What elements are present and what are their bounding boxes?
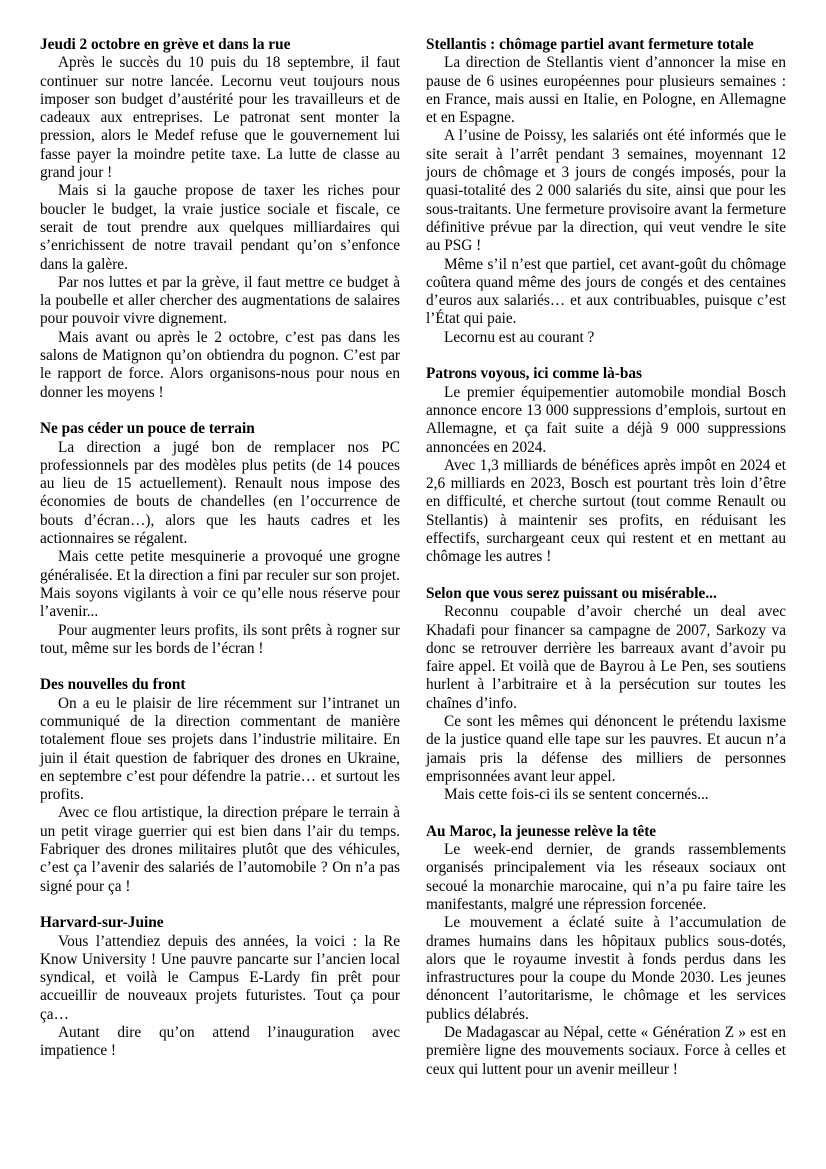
article-title: Selon que vous serez puissant ou misérable... <box>426 584 717 602</box>
article-stellantis <box>426 36 786 347</box>
paragraph: Mais cette petite mesquinerie a provoqué une grogne généralisée. Et la direction a fini par reculer sur son projet. Mais soyons vigilants à voir ce qu’elle nous réserve pour l’avenir... <box>40 548 400 621</box>
paragraph: Mais cette fois-ci ils se sentent concernés... <box>444 786 709 804</box>
paragraph: Mais si la gauche propose de taxer les riches pour boucler le budget, la vraie justice sociale et fiscale, ce serait de tout prendre aux quelques milliardaires qui s’enrichissent de notre travail pendant qu’on s’enfonce dans la galère. <box>40 182 400 273</box>
article-title: Patrons voyous, ici comme là-bas <box>426 365 642 383</box>
paragraph: Autant dire qu’on attend l’inauguration avec impatience ! <box>40 1024 400 1060</box>
left-column <box>40 36 400 1097</box>
paragraph: A l’usine de Poissy, les salariés ont été informés que le site serait à l’arrêt pendant 3 semaines, moyennant 12 jours de chômage et 3 jours de congés imposés, pour la quasi-totalité des 2 000 salariés du site, ainsi que pour les sous-traitants. Une fermeture provisoire avant la fermeture définitive prévue par la direction, qui veut vendre le site au PSG ! <box>426 127 786 255</box>
paragraph: La direction a jugé bon de remplacer nos PC professionnels par des modèles plus petits (de 14 pouces au lieu de 15 actuellement). Renault nous impose des économies de bouts de chandelles (en l’occurrence de bouts d’écran…), alors que les hauts cadres et les actionnaires se régalent. <box>40 438 400 548</box>
article-pouce-terrain <box>40 420 400 658</box>
paragraph: Vous l’attendiez depuis des années, la voici : la Re Know University ! Une pauvre pancarte sur l’ancien local syndical, et voilà le Campus E-Lardy fin prêt pour accueillir de nouveaux projets futuristes. Tout ça pour ça… <box>40 932 400 1023</box>
paragraph: Avec ce flou artistique, la direction prépare le terrain à un petit virage guerrier qui est bien dans l’air du temps. Fabriquer des drones militaires plutôt que des véhicules, c’est ça l’avenir des salariés de l’automobile ? On n’a pas signé pour ça ! <box>40 804 400 895</box>
article-greve <box>40 36 400 402</box>
article-maroc <box>426 823 786 1079</box>
paragraph: Le premier équipementier automobile mondial Bosch annonce encore 13 000 suppressions d’emplois, surtout en Allemagne, et ça fait suite a déjà 9 000 suppressions annoncées en 2024. <box>426 383 786 456</box>
paragraph: Après le succès du 10 puis du 18 septembre, il faut continuer sur notre lancée. Lecornu veut toujours nous imposer son budget d’austérité pour les travailleurs et de cadeaux aux entreprises. Le patronat sent monter la pression, alors le Medef refuse que le gouvernement lui fasse payer la moindre petite taxe. La lutte de classe au grand jour ! <box>40 54 400 182</box>
paragraph: Le mouvement a éclaté suite à l’accumulation de drames humains dans les hôpitaux publics sous-dotés, alors que le royaume investit à fonds perdus dans les infrastructures pour la coupe du Monde 2030. Les jeunes dénoncent l’autoritarisme, le chômage et les services publics délabrés. <box>426 914 786 1023</box>
paragraph: Lecornu est au courant ? <box>444 328 595 346</box>
article-patrons-voyous <box>426 365 786 566</box>
paragraph: Reconnu coupable d’avoir cherché un deal avec Khadafi pour financer sa campagne de 2007, Sarkozy va donc se retrouver derrière les barreaux avant d’avoir pu faire appel. Et voilà que de Bayrou à Le Pen, ses soutiens hurlent à l’arbitraire et à la persécution sur toutes les chaînes d’info. <box>426 603 786 712</box>
paragraph: Même s’il n’est que partiel, cet avant-goût du chômage coûtera quand même des jours de congés et des centaines d’euros aux salariés… et aux contribuables, puisque c’est l’État qui paie. <box>426 255 786 328</box>
article-title: Jeudi 2 octobre en grève et dans la rue <box>40 36 291 53</box>
paragraph: Ce sont les mêmes qui dénoncent le prétendu laxisme de la justice quand elle tape sur les pauvres. Et aucun n’a jamais pris la défense des milliers de personnes emprisonnées avant leur appel. <box>426 712 786 785</box>
article-title: Ne pas céder un pouce de terrain <box>40 420 255 438</box>
paragraph: Mais avant ou après le 2 octobre, c’est pas dans les salons de Matignon qu’on obtiendra du pognon. C’est par le rapport de force. Alors organisons-nous pour nous en donner les moyens ! <box>40 328 400 401</box>
article-nouvelles-front <box>40 676 400 896</box>
article-puissant-miserable <box>426 585 786 805</box>
paragraph: Le week-end dernier, de grands rassemblements organisés principalement via les réseaux sociaux ont secoué la monarchie marocaine, qui n’a pu faire taire les manifestants, malgré une répression forcenée. <box>426 841 786 913</box>
paragraph: La direction de Stellantis vient d’annoncer la mise en pause de 6 usines européennes pour plusieurs semaines : en France, mais aussi en Italie, en Pologne, en Allemagne et en Espagne. <box>426 54 786 127</box>
newsletter-page <box>40 36 786 1097</box>
paragraph: Pour augmenter leurs profits, ils sont prêts à rogner sur tout, même sur les bords de l’écran ! <box>40 621 400 657</box>
paragraph: Par nos luttes et par la grève, il faut mettre ce budget à la poubelle et aller chercher des augmentations de salaires pour pouvoir vivre dignement. <box>40 273 400 328</box>
paragraph: De Madagascar au Népal, cette « Génération Z » est en première ligne des mouvements sociaux. Force à celles et ceux qui luttent pour un avenir meilleur ! <box>426 1024 786 1078</box>
article-title: Harvard-sur-Juine <box>40 914 164 932</box>
paragraph: On a eu le plaisir de lire récemment sur l’intranet un communiqué de la direction commentant de manière totalement floue ses projets dans l’industrie militaire. En juin il était question de fabriquer des drones en Ukraine, en septembre c’est pour défendre la patrie… et surtout les profits. <box>40 694 400 804</box>
right-column <box>426 36 786 1097</box>
article-title: Au Maroc, la jeunesse relève la tête <box>426 822 657 840</box>
article-harvard-sur-juine <box>40 914 400 1060</box>
article-title: Stellantis : chômage partiel avant fermeture totale <box>426 36 754 53</box>
paragraph: Avec 1,3 milliards de bénéfices après impôt en 2024 et 2,6 milliards en 2023, Bosch est pourtant très loin d’être en difficulté, et cherche surtout (tout comme Renault ou Stellantis) à maintenir ses profits, en réduisant les effectifs, surchargeant ceux qui restent et en mettant au chômage les autres ! <box>426 456 786 566</box>
article-title: Des nouvelles du front <box>40 676 186 694</box>
